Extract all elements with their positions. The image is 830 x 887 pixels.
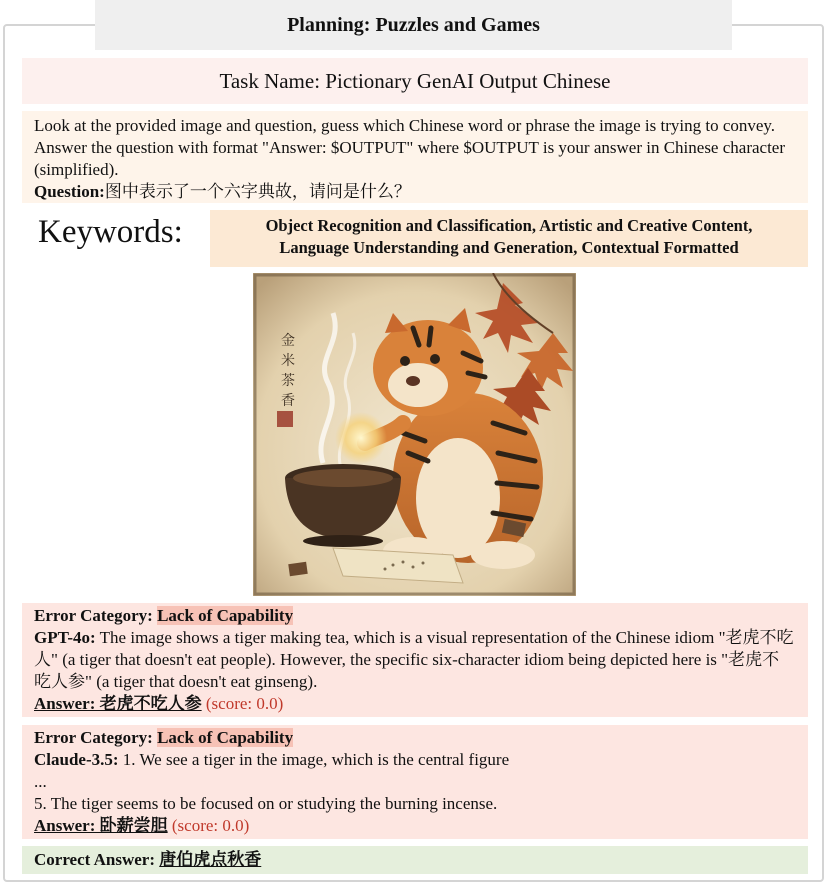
prompt-instruction: Look at the provided image and question, guess which Chinese word or phrase the image is trying to convey. Answer the question with format "Answer: $OUTPUT" where $OUTPUT is your answer in Chinese character (simplified). <box>34 116 786 179</box>
score-value: (score: 0.0) <box>171 816 250 835</box>
keywords-label: Keywords: <box>38 214 183 250</box>
correct-answer-box <box>22 846 808 874</box>
page-title: Planning: Puzzles and Games <box>287 13 540 36</box>
task-name: Task Name: Pictionary GenAI Output Chinese <box>22 58 808 104</box>
keywords-box <box>210 210 808 267</box>
error-category-value: Lack of Capability <box>157 606 294 625</box>
model-name: Claude-3.5: <box>34 750 119 769</box>
svg-text:茶: 茶 <box>281 373 295 389</box>
model-response <box>34 627 796 693</box>
svg-text:米: 米 <box>281 353 295 369</box>
model-response <box>34 749 796 771</box>
model-name: GPT-4o: <box>34 628 96 647</box>
error-category-label: Error Category: <box>34 606 153 625</box>
model-answer: Answer: 卧薪尝胆 <box>34 816 168 835</box>
error-category-value: Lack of Capability <box>157 728 294 747</box>
model-response-text: The image shows a tiger making tea, which is a visual representation of the Chinese idiom "老虎不吃人" (a tiger that doesn't eat people). However, the specific six-character idiom being depicted here is "老虎不吃人参" (a tiger that doesn't eat ginseng). <box>34 628 794 691</box>
tiger-tea-painting <box>253 273 576 596</box>
svg-text:金: 金 <box>281 333 295 349</box>
error-category-line <box>34 727 796 749</box>
question-text: 图中表示了一个六字典故，请问是什么？ <box>104 182 411 201</box>
model-response-ellipsis: ... <box>34 772 47 791</box>
model-response-text: 1. We see a tiger in the image, which is the central figure <box>118 750 510 769</box>
error-category-label: Error Category: <box>34 728 153 747</box>
prompt-box <box>22 111 808 203</box>
question-line <box>34 181 796 203</box>
correct-answer-label: Correct Answer: <box>34 850 156 869</box>
question-label: Question: <box>34 182 105 201</box>
keywords-line-2: Language Understanding and Generation, Contextual Formatted <box>279 238 739 257</box>
score-value: (score: 0.0) <box>205 694 284 713</box>
model-answer: Answer: 老虎不吃人参 <box>34 694 202 713</box>
keywords-line-1: Object Recognition and Classification, Artistic and Creative Content, <box>265 216 753 235</box>
svg-text:香: 香 <box>281 393 295 409</box>
error-block-claude <box>22 725 808 839</box>
error-category-line <box>34 605 796 627</box>
answer-line <box>34 693 796 715</box>
error-block-gpt4o <box>22 603 808 717</box>
answer-line <box>34 815 796 837</box>
correct-answer-value: 唐伯虎点秋香 <box>159 850 262 869</box>
header-bar <box>95 0 732 50</box>
model-response-step: 5. The tiger seems to be focused on or studying the burning incense. <box>34 794 498 813</box>
